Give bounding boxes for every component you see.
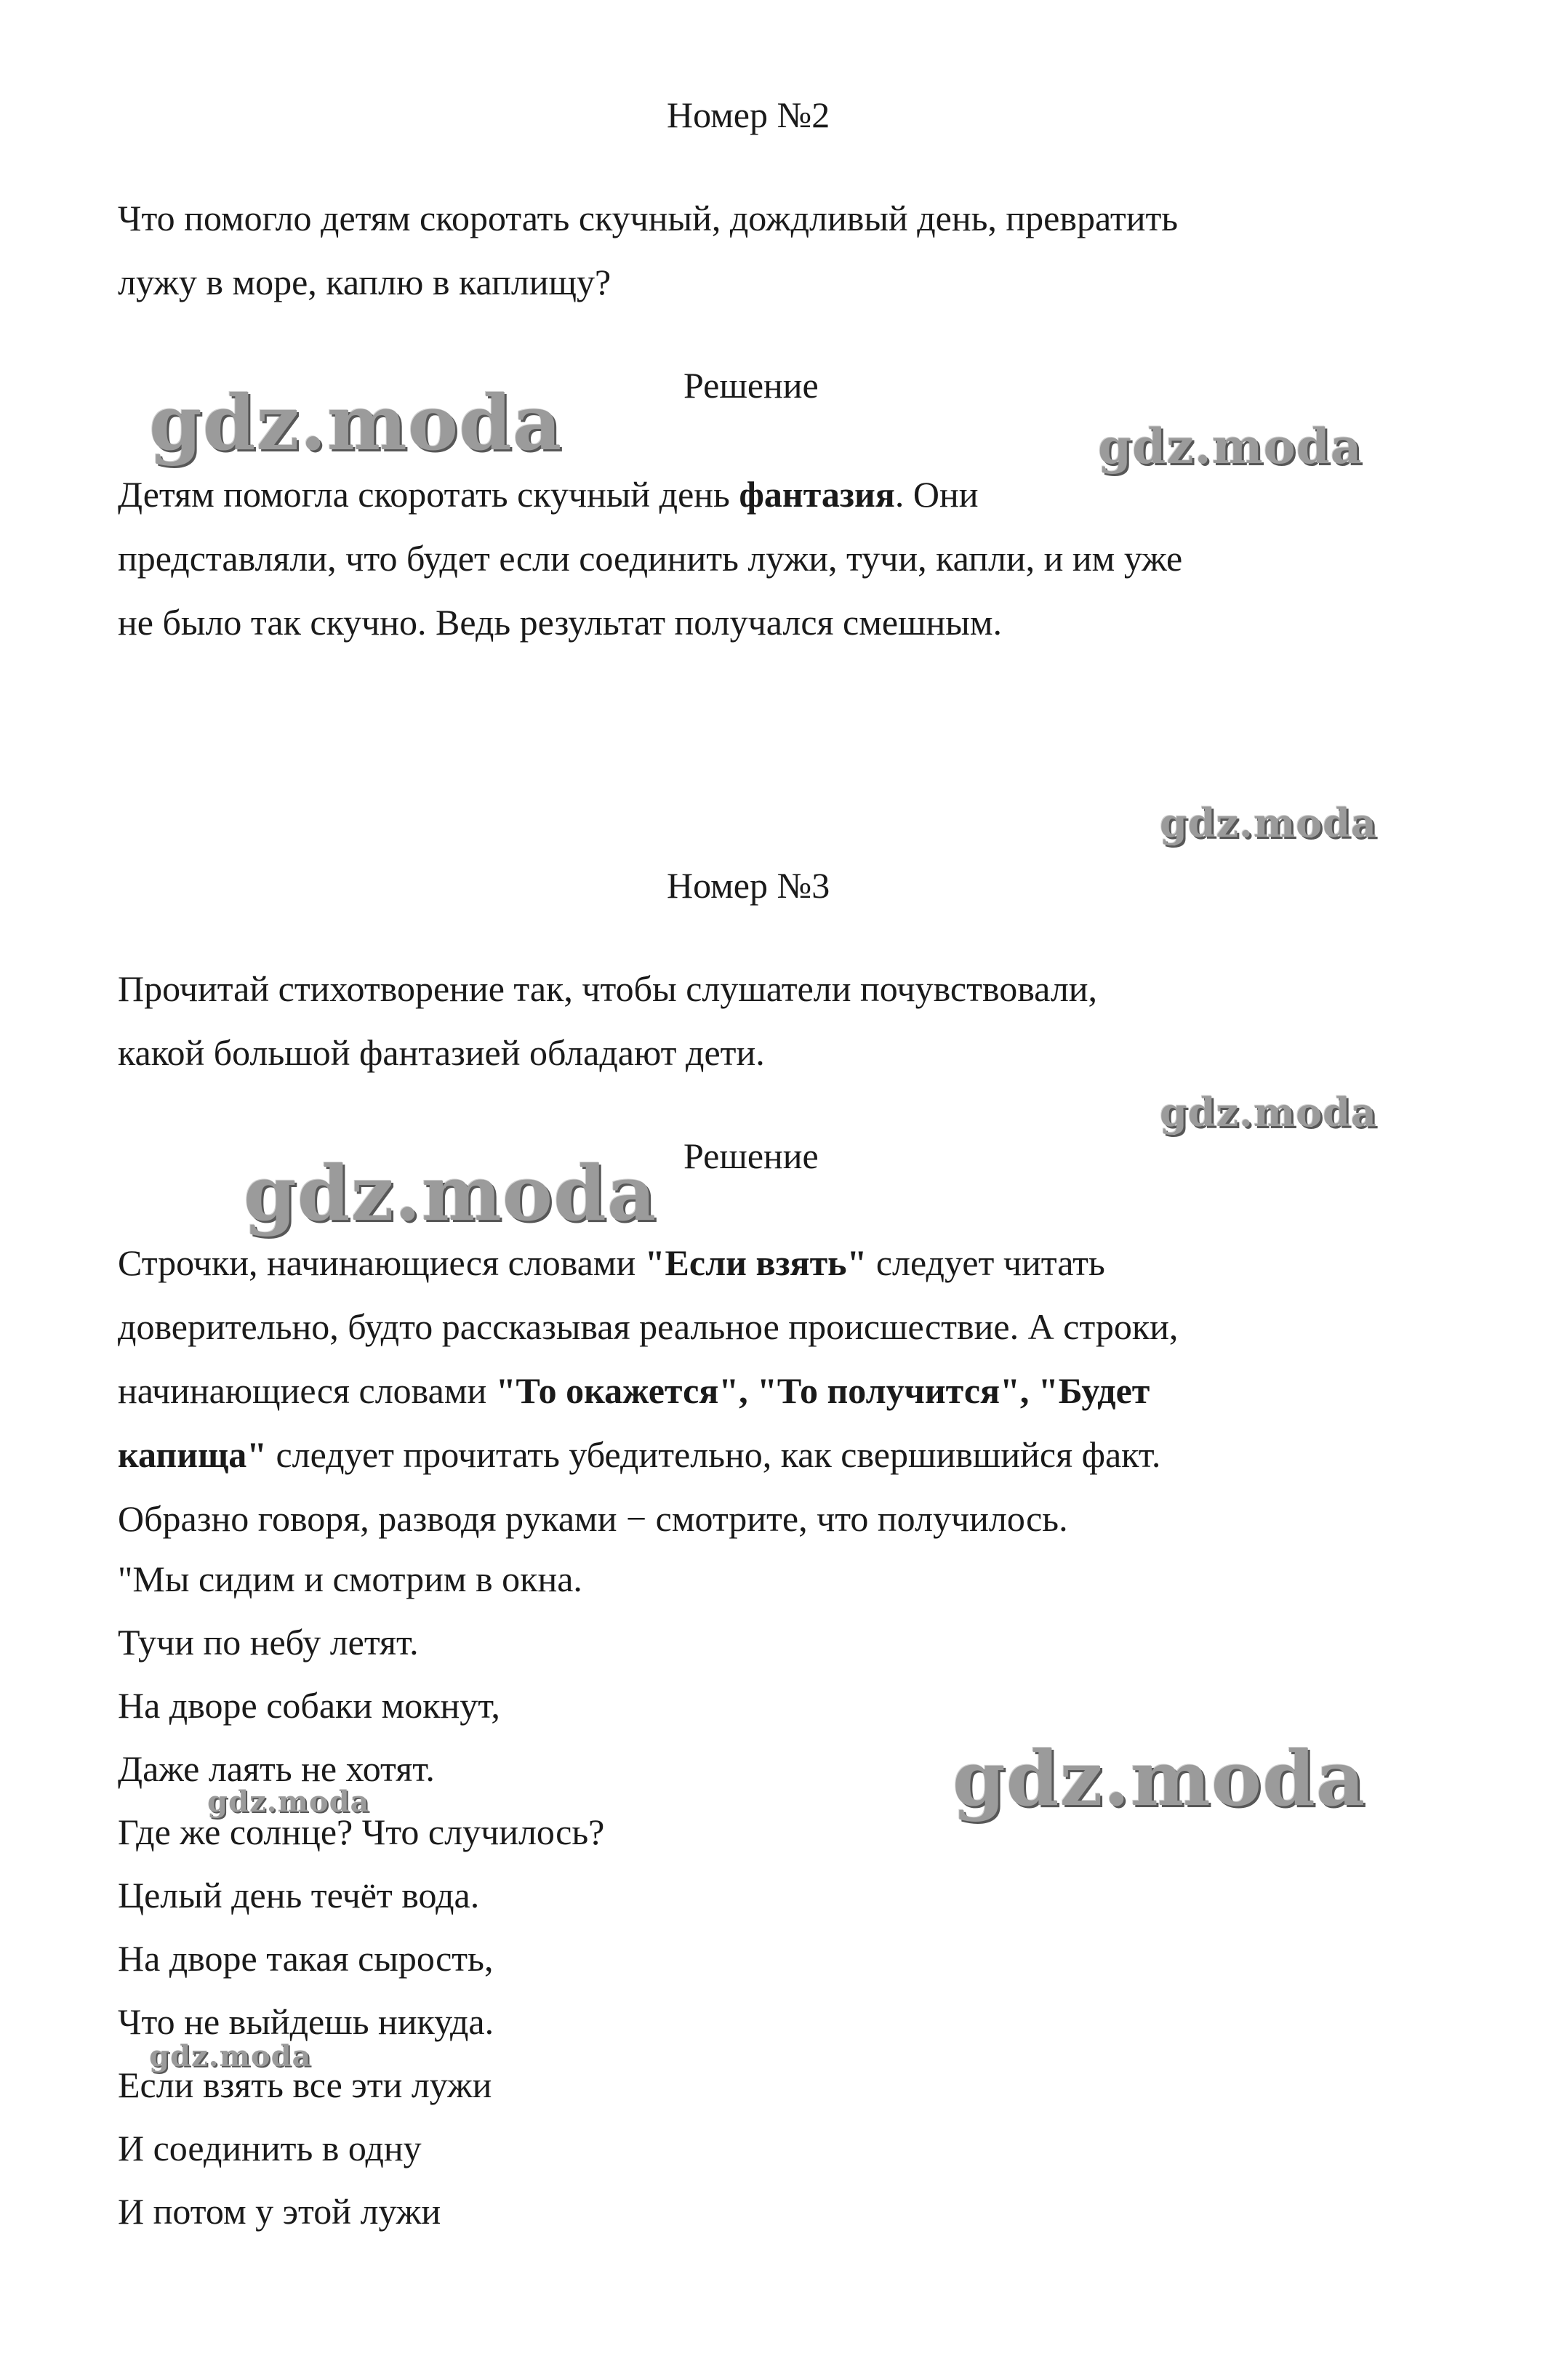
poem-line: Где же солнце? Что случилось? (118, 1812, 605, 1852)
poem-line: На дворе собаки мокнут, (118, 1685, 500, 1726)
question-line: лужу в море, каплю в каплищу? (118, 262, 611, 302)
section-2-answer (118, 462, 1427, 654)
poem-line: И соединить в одну (118, 2128, 422, 2168)
answer-text: Детям помогла скоротать скучный день (118, 474, 739, 515)
answer-text: следует читать (867, 1242, 1105, 1283)
answer-bold: "Если взять" (644, 1242, 867, 1283)
answer-line (118, 1359, 1427, 1423)
section-2-title: Номер №2 (667, 95, 830, 135)
section-3-solution-label: Решение (683, 1135, 819, 1176)
section-2-solution-label: Решение (683, 365, 819, 406)
answer-text: следует прочитать убедительно, как свершившийся факт. (266, 1434, 1161, 1475)
section-3-title: Номер №3 (667, 865, 830, 906)
answer-bold: капища" (118, 1434, 267, 1475)
watermark: gdz.moda (207, 1785, 370, 1819)
poem (118, 1548, 604, 2243)
section-3-question (118, 957, 1427, 1085)
poem-line: Если взять все эти лужи (118, 2065, 492, 2105)
answer-bold: фантазия (739, 474, 895, 515)
poem-line: Тучи по небу летят. (118, 1622, 419, 1663)
answer-line: Образно говоря, разводя руками − смотрите, что получилось. (118, 1498, 1068, 1539)
answer-text: Строчки, начинающиеся словами (118, 1242, 645, 1283)
watermark: gdz.moda (953, 1734, 1366, 1823)
poem-line: Целый день течёт вода. (118, 1875, 480, 1915)
watermark: gdz.moda (1160, 800, 1377, 846)
watermark: gdz.moda (1160, 1089, 1377, 1135)
answer-line: не было так скучно. Ведь результат получался смешным. (118, 602, 1003, 643)
poem-line: На дворе такая сырость, (118, 1938, 494, 1979)
answer-bold: "То окажется", "То получится", "Будет (495, 1370, 1150, 1411)
question-line: Прочитай стихотворение так, чтобы слушатели почувствовали, (118, 968, 1098, 1009)
question-line: Что помогло детям скоротать скучный, дождливый день, превратить (118, 198, 1179, 238)
question-line: какой большой фантазией обладают дети. (118, 1032, 765, 1073)
answer-line (118, 1231, 1427, 1295)
watermark: gdz.moda (149, 378, 563, 467)
poem-line: Что не выйдешь никуда. (118, 2001, 494, 2042)
answer-line (118, 1423, 1427, 1487)
section-2-question (118, 186, 1427, 314)
answer-line: доверительно, будто рассказывая реальное происшествие. А строки, (118, 1306, 1179, 1347)
watermark: gdz.moda (1098, 418, 1363, 475)
watermark: gdz.moda (149, 2039, 312, 2073)
section-3-answer (118, 1231, 1427, 1551)
poem-line: И потом у этой лужи (118, 2191, 441, 2232)
answer-line: представляли, что будет если соединить лужи, тучи, капли, и им уже (118, 538, 1183, 579)
watermark: gdz.moda (244, 1149, 657, 1238)
answer-text: начинающиеся словами (118, 1370, 496, 1411)
answer-text: . Они (894, 474, 979, 515)
poem-line: Даже лаять не хотят. (118, 1748, 435, 1789)
poem-line: "Мы сидим и смотрим в окна. (118, 1559, 582, 1599)
